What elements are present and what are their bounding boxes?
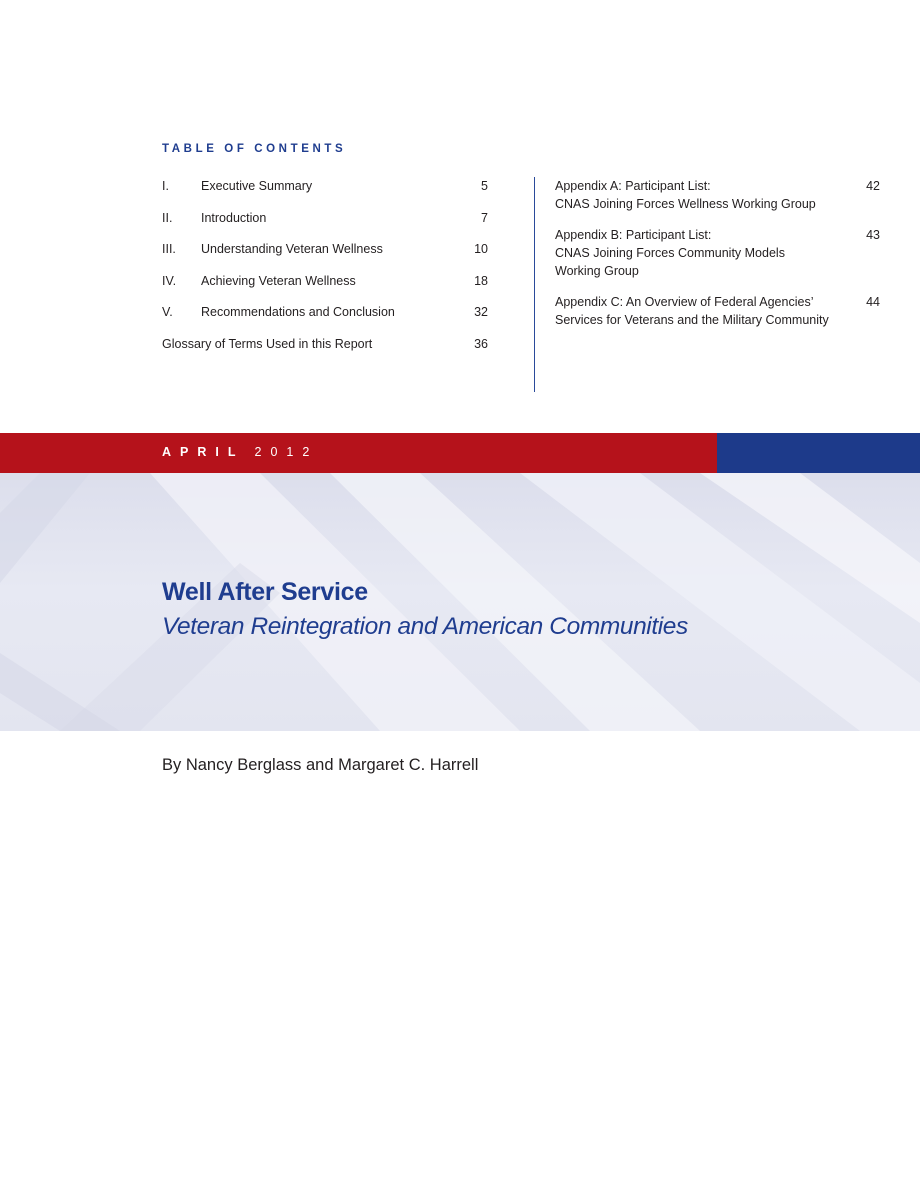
report-authors: By Nancy Berglass and Margaret C. Harrell — [162, 756, 479, 774]
toc-entry-page: 43 — [866, 228, 880, 242]
toc-entry-page: 7 — [481, 210, 488, 225]
date-year: 2012 — [254, 445, 319, 459]
toc-entry-title: Understanding Veteran Wellness — [201, 242, 383, 256]
toc-entry[interactable] — [162, 240, 488, 272]
toc-entry-title: Recommendations and Conclusion — [201, 305, 395, 319]
accent-band — [717, 433, 920, 473]
hero-texture-image — [0, 473, 920, 731]
report-title: Well After Service — [162, 578, 368, 606]
toc-appendix-entry[interactable] — [555, 226, 880, 280]
toc-entry-glossary[interactable] — [162, 335, 488, 367]
toc-entry-page: 5 — [481, 179, 488, 193]
toc-entry-page: 36 — [474, 336, 488, 351]
date-band — [0, 433, 717, 473]
toc-entry[interactable] — [162, 272, 488, 304]
toc-entry-page: 42 — [866, 179, 880, 193]
toc-main-list — [162, 177, 488, 366]
appendix-title-line: Appendix C: An Overview of Federal Agencies’ — [555, 295, 814, 309]
appendix-title-line: CNAS Joining Forces Wellness Working Group — [555, 197, 816, 211]
toc-entry-number: II. — [162, 210, 173, 225]
toc-entry-page: 44 — [866, 295, 880, 309]
appendix-title-line: Appendix A: Participant List: — [555, 179, 711, 193]
report-subtitle: Veteran Reintegration and American Communities — [162, 613, 688, 640]
toc-entry[interactable] — [162, 303, 488, 335]
toc-entry-number: III. — [162, 242, 176, 256]
appendix-title-line: Working Group — [555, 264, 639, 278]
toc-appendix-list — [555, 177, 880, 342]
toc-entry-title: Introduction — [201, 210, 267, 225]
toc-entry-number: I. — [162, 179, 169, 193]
toc-heading: TABLE OF CONTENTS — [162, 143, 347, 155]
toc-entry[interactable] — [162, 177, 488, 209]
appendix-title-line: Services for Veterans and the Military Community — [555, 313, 829, 327]
toc-entry[interactable] — [162, 209, 488, 241]
toc-entry-page: 32 — [474, 305, 488, 319]
toc-entry-title: Executive Summary — [201, 179, 313, 193]
toc-entry-title: Achieving Veteran Wellness — [201, 273, 356, 288]
toc-appendix-entry[interactable] — [555, 293, 880, 329]
toc-entry-page: 18 — [474, 273, 488, 288]
toc-entry-page: 10 — [474, 242, 488, 256]
toc-divider — [534, 177, 535, 392]
appendix-title-line: Appendix B: Participant List: — [555, 228, 712, 242]
toc-appendix-entry[interactable] — [555, 177, 880, 213]
hero-background — [0, 473, 920, 731]
appendix-title-line: CNAS Joining Forces Community Models — [555, 246, 785, 260]
toc-entry-title: Glossary of Terms Used in this Report — [162, 336, 373, 351]
toc-entry-number: V. — [162, 305, 173, 319]
publication-date — [162, 445, 318, 459]
toc-entry-number: IV. — [162, 273, 177, 288]
date-month: APRIL — [162, 445, 245, 459]
